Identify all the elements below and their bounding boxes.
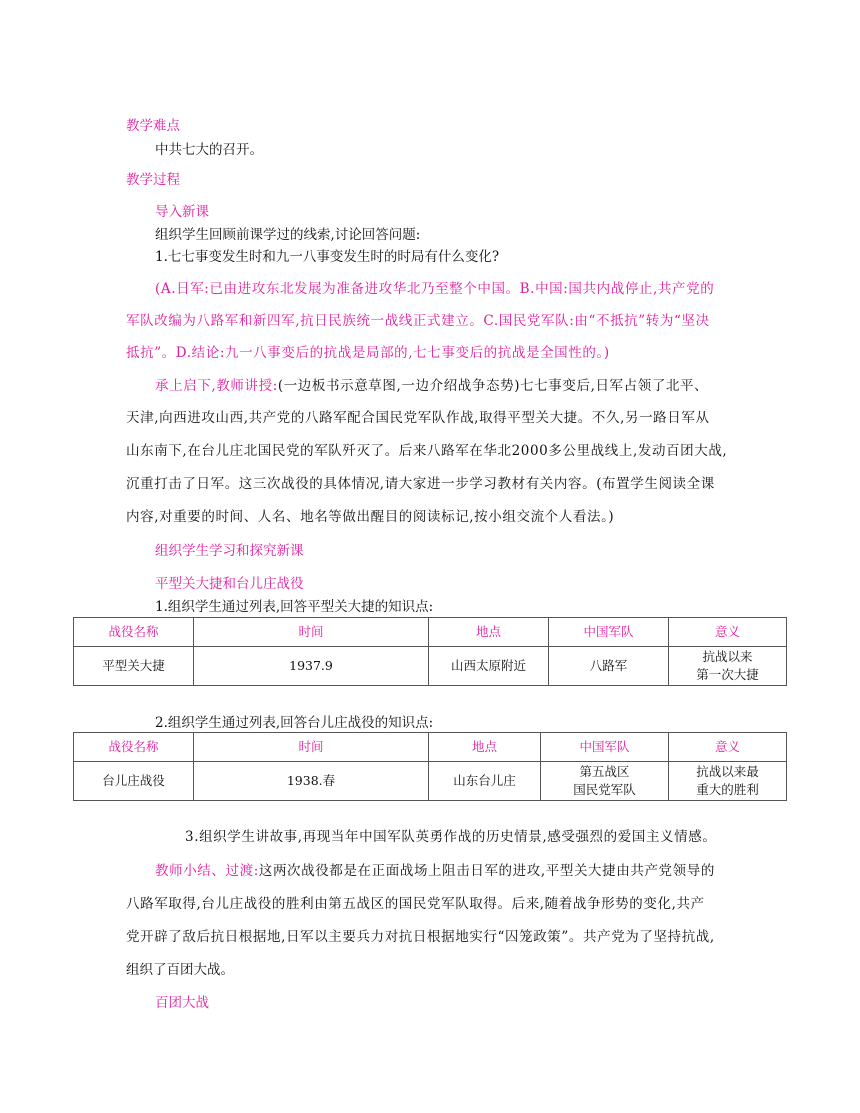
item3-text: 3.组织学生讲故事,再现当年中国军队英勇作战的历史情景,感受强烈的爱国主义情感。	[185, 829, 717, 845]
transition-first-text: (一边板书示意草图,一边介绍战争态势)七七事变后,日军占领了北平、	[277, 378, 709, 394]
heading-pingxingguan-taierzhuang: 平型关大捷和台儿庄战役	[155, 576, 304, 592]
header-cell: 时间	[194, 618, 429, 647]
cell-time: 1938.春	[194, 762, 429, 801]
table-pingxingguan	[73, 617, 787, 686]
summary-first-text: 这两次战役都是在正面战场上阻击日军的进攻,平型关大捷由共产党领导的	[258, 863, 715, 879]
cell-army-line: 第五战区	[579, 764, 630, 779]
cell-meaning-line: 第一次大捷	[696, 667, 759, 682]
intro-answer-line: 军队改编为八路军和新四军,抗日民族统一战线正式建立。C.国民党军队:由“不抵抗”转为“坚决	[126, 313, 710, 329]
cell-meaning-line: 重大的胜利	[696, 782, 759, 797]
table-row	[74, 762, 787, 801]
table-taierzhuang	[73, 732, 787, 801]
cell-battle-name: 平型关大捷	[74, 647, 194, 686]
table-header-row	[74, 618, 787, 647]
header-cell: 时间	[194, 733, 429, 762]
transition-line: 天津,向西进攻山西,共产党的八路军配合国民党军队作战,取得平型关大捷。不久,另一路日军从	[126, 410, 710, 426]
cell-army	[541, 762, 669, 801]
heading-teaching-difficulty: 教学难点	[126, 118, 180, 134]
cell-army: 八路军	[549, 647, 669, 686]
table-row	[74, 647, 787, 686]
transition-line: 沉重打击了日军。这三次战役的具体情况,请大家进一步学习教材有关内容。(布置学生阅读全课	[126, 476, 715, 492]
item1-text: 1.组织学生通过列表,回答平型关大捷的知识点:	[155, 599, 434, 615]
cell-place: 山东台儿庄	[429, 762, 541, 801]
intro-answer-line: (A.日军:已由进攻东北发展为准备进攻华北乃至整个中国。B.中国:国共内战停止,共产党的	[155, 281, 715, 297]
transition-line: 山东南下,在台儿庄北国民党的军队歼灭了。后来八路军在华北2000多公里战线上,发动百团大战,	[126, 443, 728, 459]
item2-text: 2.组织学生通过列表,回答台儿庄战役的知识点:	[155, 715, 434, 731]
heading-teaching-process: 教学过程	[126, 172, 180, 188]
cell-place: 山西太原附近	[429, 647, 549, 686]
heading-hundred-regiments: 百团大战	[155, 995, 209, 1011]
intro-line: 组织学生回顾前课学过的线索,讨论回答问题:	[155, 227, 421, 243]
table-header-row	[74, 733, 787, 762]
header-cell: 战役名称	[74, 618, 194, 647]
intro-answer-line: 抵抗”。D.结论:九一八事变后的抗战是局部的,七七事变后的抗战是全国性的。)	[126, 345, 610, 361]
header-cell: 意义	[669, 733, 787, 762]
transition-line: 内容,对重要的时间、人名、地名等做出醒目的阅读标记,按小组交流个人看法。)	[126, 509, 615, 525]
header-cell: 中国军队	[541, 733, 669, 762]
header-cell: 地点	[429, 733, 541, 762]
header-cell: 战役名称	[74, 733, 194, 762]
summary-label: 教师小结、过渡:	[155, 863, 259, 879]
transition-first-line	[155, 376, 708, 396]
transition-label: 承上启下,教师讲授:	[155, 378, 278, 394]
cell-meaning	[669, 647, 787, 686]
cell-army-line: 国民党军队	[573, 782, 636, 797]
summary-line: 党开辟了敌后抗日根据地,日军以主要兵力对抗日根据地实行“囚笼政策”。共产党为了坚持抗战,	[126, 929, 715, 945]
summary-line: 组织了百团大战。	[126, 962, 234, 978]
header-cell: 地点	[429, 618, 549, 647]
cell-meaning	[669, 762, 787, 801]
teaching-difficulty-text: 中共七大的召开。	[155, 142, 263, 158]
cell-meaning-line: 抗战以来最	[696, 764, 759, 779]
summary-line: 八路军取得,台儿庄战役的胜利由第五战区的国民党军队取得。后来,随着战争形势的变化,共产	[126, 896, 705, 912]
heading-intro: 导入新课	[155, 204, 209, 220]
header-cell: 意义	[669, 618, 787, 647]
intro-question: 1.七七事变发生时和九一八事变发生时的时局有什么变化?	[155, 249, 500, 265]
cell-battle-name: 台儿庄战役	[74, 762, 194, 801]
summary-first-line	[155, 861, 715, 881]
heading-new-lesson: 组织学生学习和探究新课	[155, 543, 304, 559]
cell-meaning-line: 抗战以来	[702, 649, 753, 664]
cell-time: 1937.9	[194, 647, 429, 686]
header-cell: 中国军队	[549, 618, 669, 647]
